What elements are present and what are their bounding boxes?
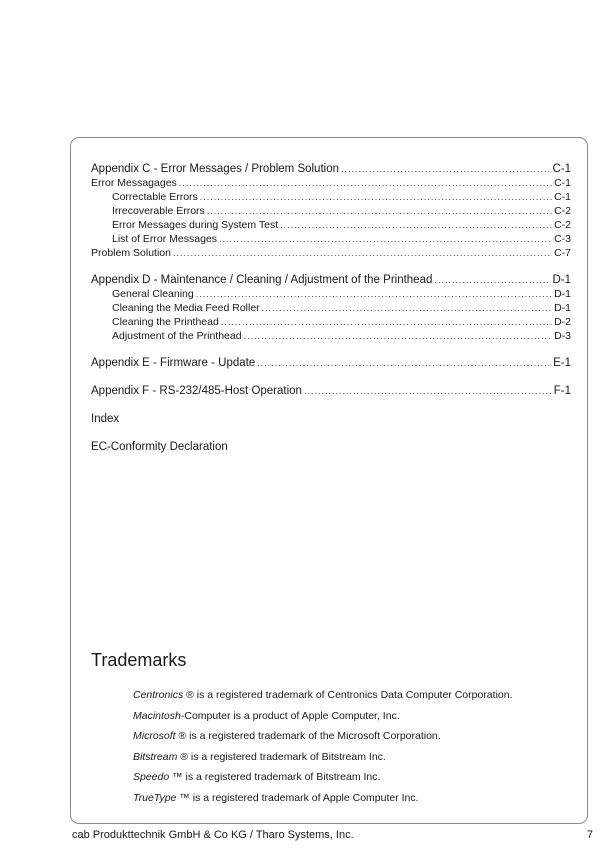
- trademark-text: ® is a registered trademark of the Microsoft Corporation.: [175, 730, 441, 742]
- trademark-text: ™ is a registered trademark of Apple Computer Inc.: [176, 791, 419, 804]
- trademark-name: Centronics: [133, 689, 184, 701]
- table-of-contents: [91, 162, 571, 454]
- trademark-name: Macintosh: [133, 709, 181, 722]
- toc-entry-title: General Cleaning: [112, 288, 194, 300]
- spacer: [91, 426, 571, 440]
- toc-entry-page: F-1: [553, 385, 571, 397]
- toc-entry[interactable]: [91, 329, 571, 343]
- page-number: 7: [586, 829, 593, 841]
- toc-entry-title: Correctable Errors: [112, 191, 198, 203]
- toc-entry-title: Irrecoverable Errors: [112, 205, 205, 217]
- toc-leader-dots: [196, 287, 552, 301]
- toc-leader-dots: [207, 204, 552, 218]
- toc-entry[interactable]: [91, 301, 571, 315]
- toc-entry-page: C-1: [554, 191, 571, 203]
- toc-entry-page: C-2: [554, 205, 571, 217]
- toc-leader-dots: [221, 315, 552, 329]
- toc-entry-page: C-1: [554, 177, 571, 189]
- toc-entry-page: C-7: [554, 247, 571, 259]
- toc-entry-appendix-d[interactable]: [91, 273, 571, 287]
- toc-entry-title: List of Error Messages: [112, 233, 218, 245]
- toc-entry-page: C-2: [554, 219, 571, 231]
- trademark-text: -Computer is a product of Apple Computer, Inc.: [180, 709, 400, 722]
- toc-entry[interactable]: [91, 287, 571, 301]
- toc-entry-page: D-2: [554, 316, 571, 328]
- trademark-text: ® is a registered trademark of Bitstream Inc.: [177, 750, 386, 763]
- toc-entry-title: Cleaning the Media Feed Roller: [112, 302, 260, 314]
- trademark-name: TrueType: [133, 791, 177, 804]
- toc-entry[interactable]: [91, 176, 571, 190]
- toc-entry-page: D-1: [552, 274, 571, 286]
- toc-entry-title: Cleaning the Printhead: [112, 316, 219, 328]
- toc-leader-dots: [280, 218, 552, 232]
- toc-leader-dots: [173, 246, 552, 260]
- toc-entry-page: E-1: [553, 357, 571, 369]
- spacer: [91, 398, 571, 412]
- toc-leader-dots: [257, 356, 551, 370]
- toc-leader-dots: [341, 162, 550, 176]
- toc-entry-appendix-c[interactable]: [91, 162, 571, 176]
- trademarks-list: [133, 685, 513, 808]
- toc-entry[interactable]: [91, 315, 571, 329]
- toc-entry-title: Error Messagages: [91, 177, 177, 189]
- toc-entry-title: Problem Solution: [91, 247, 171, 259]
- trademark-text: ™ is a registered trademark of Bitstream Inc.: [169, 771, 381, 783]
- toc-entry[interactable]: [91, 232, 571, 246]
- toc-entry-appendix-f[interactable]: [91, 384, 571, 398]
- toc-leader-dots: [262, 301, 552, 315]
- trademark-name: Speedo: [133, 771, 170, 783]
- toc-entry-page: D-1: [554, 288, 571, 300]
- trademark-text: ® is a registered trademark of Centronics Data Computer Corporation.: [183, 689, 513, 701]
- trademark-name: Microsoft: [133, 730, 176, 742]
- spacer: [91, 343, 571, 356]
- toc-entry-title: Appendix C - Error Messages / Problem Solution: [91, 163, 339, 175]
- toc-entry-title: Error Messages during System Test: [112, 219, 279, 231]
- toc-entry-page: D-3: [554, 330, 571, 342]
- trademark-name: Bitstream: [133, 750, 178, 763]
- trademark-item: [133, 767, 513, 788]
- trademark-item: [133, 706, 513, 727]
- toc-leader-dots: [200, 190, 552, 204]
- trademark-item: [133, 685, 513, 706]
- toc-leader-dots: [219, 232, 552, 246]
- toc-entry-title: Appendix F - RS-232/485-Host Operation: [91, 385, 302, 397]
- toc-entry[interactable]: [91, 246, 571, 260]
- footer-company: cab Produkttechnik GmbH & Co KG / Tharo Systems, Inc.: [72, 829, 354, 841]
- toc-entry-page: D-1: [554, 302, 571, 314]
- toc-entry[interactable]: [91, 218, 571, 232]
- toc-entry-title: Adjustment of the Printhead: [112, 330, 242, 342]
- toc-entry-title: Appendix D - Maintenance / Cleaning / Adjustment of the Printhead: [91, 274, 433, 286]
- trademark-item: [133, 747, 513, 768]
- toc-entry[interactable]: [91, 190, 571, 204]
- spacer: [91, 260, 571, 273]
- toc-leader-dots: [434, 273, 550, 287]
- toc-entry-appendix-e[interactable]: [91, 356, 571, 370]
- toc-entry-index[interactable]: Index: [91, 413, 120, 425]
- toc-entry-title: Appendix E - Firmware - Update: [91, 357, 256, 369]
- toc-leader-dots: [244, 329, 552, 343]
- toc-entry-page: C-1: [552, 163, 571, 175]
- toc-entry-ec-conformity[interactable]: EC-Conformity Declaration: [91, 441, 228, 453]
- page-footer: [72, 829, 593, 841]
- toc-leader-dots: [179, 176, 552, 190]
- toc-leader-dots: [304, 384, 552, 398]
- trademarks-heading: Trademarks: [91, 650, 187, 670]
- trademark-item: [133, 726, 513, 747]
- trademark-item: [133, 788, 513, 809]
- spacer: [91, 370, 571, 384]
- toc-entry-page: C-3: [554, 233, 571, 245]
- toc-entry[interactable]: [91, 204, 571, 218]
